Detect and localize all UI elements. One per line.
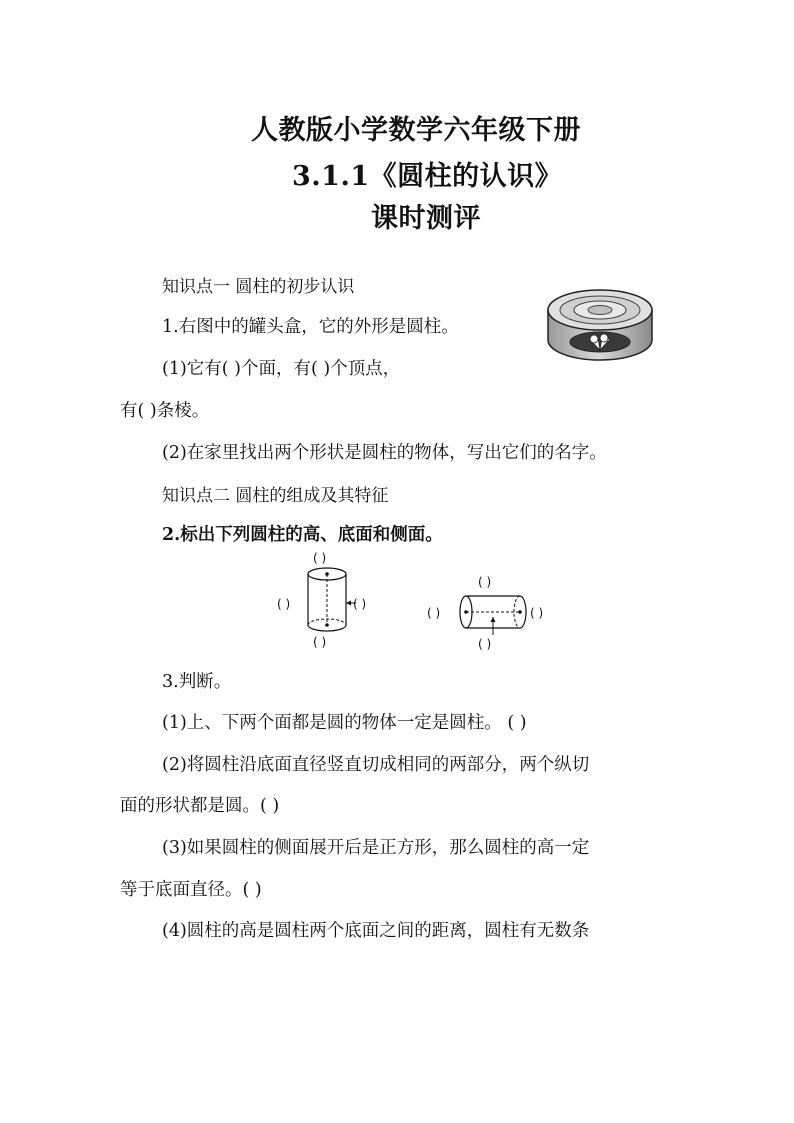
horizontal-cylinder-icon: [452, 591, 532, 637]
question-3-item-3: (3)如果圆柱的侧面展开后是正方形，那么圆柱的高一定: [162, 838, 590, 858]
blank-left-left-figure: ( ): [277, 597, 291, 611]
blank-bottom-right-figure: ( ): [478, 637, 492, 651]
question-1-part-1-cont: 有( )条棱。: [120, 401, 210, 421]
blank-bottom-left-figure: ( ): [313, 635, 327, 649]
blank-top-left-figure: ( ): [313, 551, 327, 565]
question-3-item-1: (1)上、下两个面都是圆的物体一定是圆柱。 ( ): [162, 713, 527, 733]
question-3-item-4: (4)圆柱的高是圆柱两个底面之间的距离，圆柱有无数条: [162, 921, 590, 941]
blank-right-left-figure: ( ): [353, 597, 367, 611]
question-3-stem: 3.判断。: [162, 672, 232, 692]
question-1-part-2: (2)在家里找出两个形状是圆柱的物体，写出它们的名字。: [162, 443, 607, 463]
can-illustration-icon: [544, 284, 656, 366]
page-title: 人教版小学数学六年级下册: [251, 115, 581, 146]
section-heading-1: 知识点一 圆柱的初步认识: [162, 277, 355, 297]
question-3-item-3-cont: 等于底面直径。( ): [120, 880, 262, 900]
vertical-cylinder-icon: [300, 563, 360, 639]
question-1-stem: 1.右图中的罐头盒，它的外形是圆柱。: [162, 317, 459, 337]
blank-left-right-figure: ( ): [427, 606, 441, 620]
lesson-title: 3.1.1《圆柱的认识》: [292, 161, 563, 192]
lesson-subtitle: 课时测评: [371, 203, 481, 234]
question-3-item-2: (2)将圆柱沿底面直径竖直切成相同的两部分，两个纵切: [162, 755, 590, 775]
blank-top-right-figure: ( ): [478, 575, 492, 589]
section-heading-2: 知识点二 圆柱的组成及其特征: [162, 486, 389, 506]
blank-right-right-figure: ( ): [530, 606, 544, 620]
question-2-stem: 2.标出下列圆柱的高、底面和侧面。: [162, 525, 443, 545]
question-3-item-2-cont: 面的形状都是圆。( ): [120, 796, 280, 816]
question-1-part-1: (1)它有( )个面，有( )个顶点，: [162, 359, 401, 379]
